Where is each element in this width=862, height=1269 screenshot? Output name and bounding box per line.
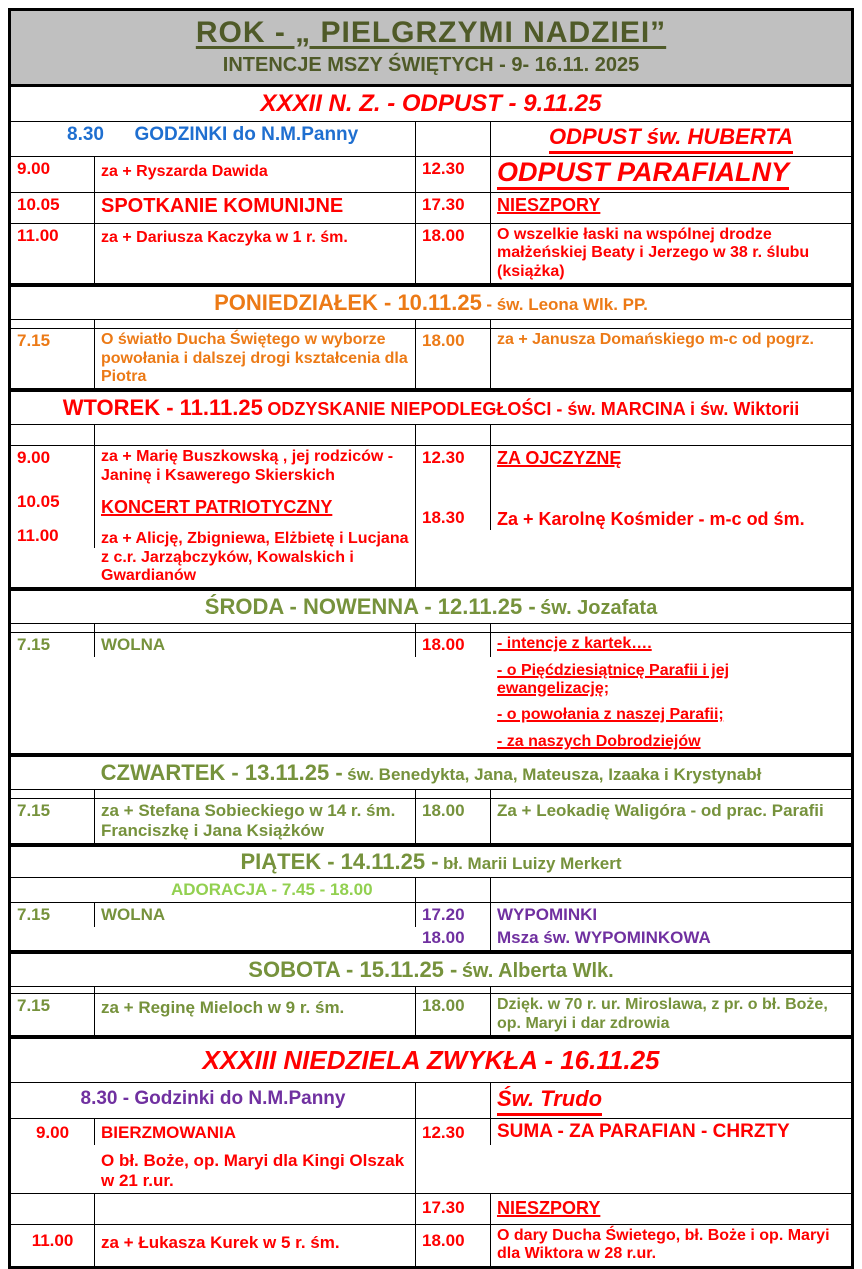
section-tuesday	[11, 388, 851, 587]
friday-intentions	[491, 903, 851, 950]
intention: za + Łukasza Kurek w 5 r. śm.	[101, 1233, 340, 1253]
thursday-header	[11, 757, 851, 790]
row-friday	[11, 903, 851, 950]
trudo-cell	[491, 1083, 851, 1118]
godzinki-label: GODZINKI do N.M.Panny	[134, 124, 359, 145]
odpust-huberta: ODPUST św. HUBERTA	[549, 124, 793, 154]
intention: za + Dariusza Kaczyka w 1 r. śm.	[101, 229, 348, 246]
intention: - za naszych Dobrodziejów	[497, 732, 701, 750]
saturday-header	[11, 954, 851, 987]
masthead	[8, 8, 854, 87]
wolna-label: WOLNA	[101, 905, 166, 925]
monday-header	[11, 287, 851, 320]
godzinki-sunday-label: 8.30 - Godzinki do N.M.Panny	[80, 1088, 346, 1110]
godzinki-time: 8.30	[67, 124, 104, 145]
godzinki-cell	[11, 122, 416, 156]
intention: Za + Leokadię Waligóra - od prac. Parafii	[497, 801, 824, 821]
year-motto-title: ROK - „ PIELGRZYMI NADZIEI”	[195, 16, 667, 49]
wypominki-label: WYPOMINKI	[497, 905, 598, 925]
time: 18.00	[422, 1231, 465, 1251]
monday-subtitle: - św. Leona Wlk. PP.	[486, 295, 648, 315]
adoracja-cell	[11, 878, 416, 902]
section-thursday	[11, 753, 851, 843]
tuesday-times-right	[416, 446, 491, 530]
time: 17.30	[422, 1198, 465, 1218]
saturday-title: SOBOTA - 15.11.25 -	[248, 957, 458, 983]
intention: - o powołania z naszej Parafii;	[497, 706, 724, 724]
time: 7.15	[17, 905, 51, 925]
bierzmowania-label: BIERZMOWANIA	[101, 1123, 237, 1143]
za-ojczyzne: ZA OJCZYZNĘ	[497, 448, 622, 469]
odpust-parafialny: ODPUST PARAFIALNY	[497, 159, 789, 190]
spacer-row	[11, 320, 851, 329]
tuesday-intentions-right	[491, 446, 851, 532]
schedule-table	[8, 87, 854, 1269]
friday-subtitle: bł. Marii Luizy Merkert	[443, 854, 622, 874]
row-monday	[11, 329, 851, 388]
section-monday	[11, 283, 851, 388]
intention: O wszelkie łaski na wspólnej drodze małżeńskiej Beaty i Jerzego w 38 r. ślubu (książka)	[497, 226, 810, 280]
time: 12.30	[422, 159, 465, 178]
time: 18.30	[422, 508, 465, 528]
koncert-patriotyczny: KONCERT PATRIOTYCZNY	[101, 497, 333, 518]
time: 7.15	[17, 331, 51, 351]
godzinki-sunday-cell	[11, 1083, 416, 1118]
time: 17.30	[422, 195, 465, 214]
section-saturday	[11, 950, 851, 1035]
time: 9.00	[17, 448, 51, 468]
intention: za + Janusza Domańskiego m-c od pogrz.	[497, 331, 814, 349]
row-1100	[11, 224, 851, 283]
wednesday-intentions	[491, 633, 851, 753]
intention: za + Stefana Sobieckiego w 14 r. śm. Franciszkę i Jana Książków	[101, 801, 396, 841]
odpust-title: XXXII N. Z. - ODPUST - 9.11.25	[260, 90, 602, 117]
friday-times	[416, 903, 491, 950]
row-nieszpory-sunday	[11, 1194, 851, 1225]
row-1100-sunday	[11, 1225, 851, 1266]
time: 10.05	[17, 492, 60, 512]
intention: - intencje z kartek….	[497, 635, 652, 653]
time: 11.00	[31, 1231, 74, 1251]
odpust-huberta-cell	[491, 122, 851, 156]
intention: za + Reginę Mieloch w 9 r. śm.	[101, 998, 345, 1018]
intention: O dary Ducha Świetego, bł. Boże i op. Maryi dla Wiktora w 28 r.ur.	[497, 1227, 830, 1263]
suma-label: SUMA - ZA PARAFIAN - CHRZTY	[497, 1121, 790, 1143]
time: 11.00	[17, 526, 59, 546]
spacer-row	[11, 790, 851, 799]
tuesday-subtitle: ODZYSKANIE NIEPODLEGŁOŚCI - św. MARCINA i św. Wiktorii	[267, 399, 800, 420]
section-sunday	[11, 1035, 851, 1266]
monday-title: PONIEDZIAŁEK - 10.11.25	[214, 290, 482, 316]
time: 9.00	[17, 159, 51, 178]
wednesday-header	[11, 591, 851, 624]
time: 11.00	[17, 226, 59, 245]
row-saturday	[11, 994, 851, 1035]
intention: Za + Karolnę Kośmider - m-c od śm.	[497, 509, 805, 530]
time: 7.15	[17, 635, 51, 655]
row-tuesday	[11, 446, 851, 587]
row-adoracja	[11, 878, 851, 903]
adoracja-label: ADORACJA - 7.45 - 18.00	[171, 880, 373, 900]
wednesday-title: ŚRODA - NOWENNA - 12.11.25 -	[204, 594, 536, 620]
row-thursday	[11, 799, 851, 843]
tuesday-times-left	[11, 446, 95, 548]
bierzmowania-cell	[95, 1119, 416, 1193]
section-title-odpust	[11, 87, 851, 122]
time: 9.00	[35, 1123, 70, 1143]
intention: O bł. Boże, op. Maryi dla Kingi Olszak	[101, 1151, 405, 1171]
time: 18.00	[422, 331, 465, 351]
time: 18.00	[422, 928, 465, 948]
row-godzinki-sunday	[11, 1083, 851, 1119]
time: 18.00	[422, 801, 465, 821]
row-900	[11, 157, 851, 193]
thursday-subtitle: św. Benedykta, Jana, Mateusza, Izaaka i Krystynabł	[347, 765, 762, 785]
tuesday-header	[11, 392, 851, 425]
time: 12.30	[422, 1123, 465, 1143]
wednesday-subtitle: św. Jozafata	[540, 597, 658, 620]
saturday-subtitle: św. Alberta Wlk.	[461, 960, 614, 983]
section-wednesday	[11, 587, 851, 753]
empty-cell	[416, 122, 491, 156]
time: 12.30	[422, 448, 465, 468]
friday-title: PIĄTEK - 14.11.25 -	[240, 849, 439, 875]
time: 7.15	[17, 801, 51, 821]
wolna-label: WOLNA	[101, 635, 166, 655]
time: 10.05	[17, 195, 60, 214]
msza-wypominkowa-label: Msza św. WYPOMINKOWA	[497, 928, 711, 948]
empty-row	[11, 425, 851, 446]
intention: - o Pięćdziesiątnicę Parafii i jej ewangelizację;	[497, 661, 730, 698]
intention: Dzięk. w 70 r. ur. Miroslawa, z pr. o bł. Boże, op. Maryi i dar zdrowia	[497, 996, 828, 1032]
intention: za + Alicję, Zbigniewa, Elżbietę i Lucjana z c.r. Jarząbczyków, Kowalskich i Gwardianów	[101, 530, 409, 584]
nieszpory-label: NIESZPORY	[497, 1198, 601, 1219]
sunday-title: XXXIII NIEDZIELA ZWYKŁA - 16.11.25	[202, 1045, 660, 1076]
time: 18.00	[422, 635, 465, 655]
intention: O światło Ducha Świętego w wyborze powołania i dalszej drogi kształcenia dla Piotra	[101, 331, 408, 385]
friday-header	[11, 847, 851, 878]
masthead-subtitle: INTENCJE MSZY ŚWIĘTYCH - 9- 16.11. 2025	[222, 54, 640, 76]
tuesday-intentions-left	[95, 446, 416, 587]
row-1005	[11, 193, 851, 224]
spacer-row	[11, 624, 851, 633]
thursday-title: CZWARTEK - 13.11.25 -	[100, 760, 343, 786]
tuesday-title: WTOREK - 11.11.25	[62, 395, 263, 421]
row-godzinki	[11, 122, 851, 157]
row-wednesday	[11, 633, 851, 753]
nieszpory-label: NIESZPORY	[497, 195, 601, 215]
time: 18.00	[422, 996, 465, 1016]
row-bierzmowania	[11, 1119, 851, 1194]
time: 7.15	[17, 996, 51, 1016]
spacer-row	[11, 987, 851, 994]
sunday-header	[11, 1039, 851, 1083]
intention: SPOTKANIE KOMUNIJNE	[101, 195, 344, 217]
intention: za + Marię Buszkowską , jej rodziców - Janinę i Ksawerego Skierskich	[101, 448, 394, 484]
time: 18.00	[422, 226, 465, 245]
sw-trudo-label: Św. Trudo	[497, 1086, 602, 1116]
intention: w 21 r.ur.	[101, 1171, 174, 1191]
intention: za + Ryszarda Dawida	[101, 163, 268, 180]
time: 17.20	[422, 905, 465, 925]
section-sunday-odpust	[11, 87, 851, 283]
section-friday	[11, 843, 851, 950]
